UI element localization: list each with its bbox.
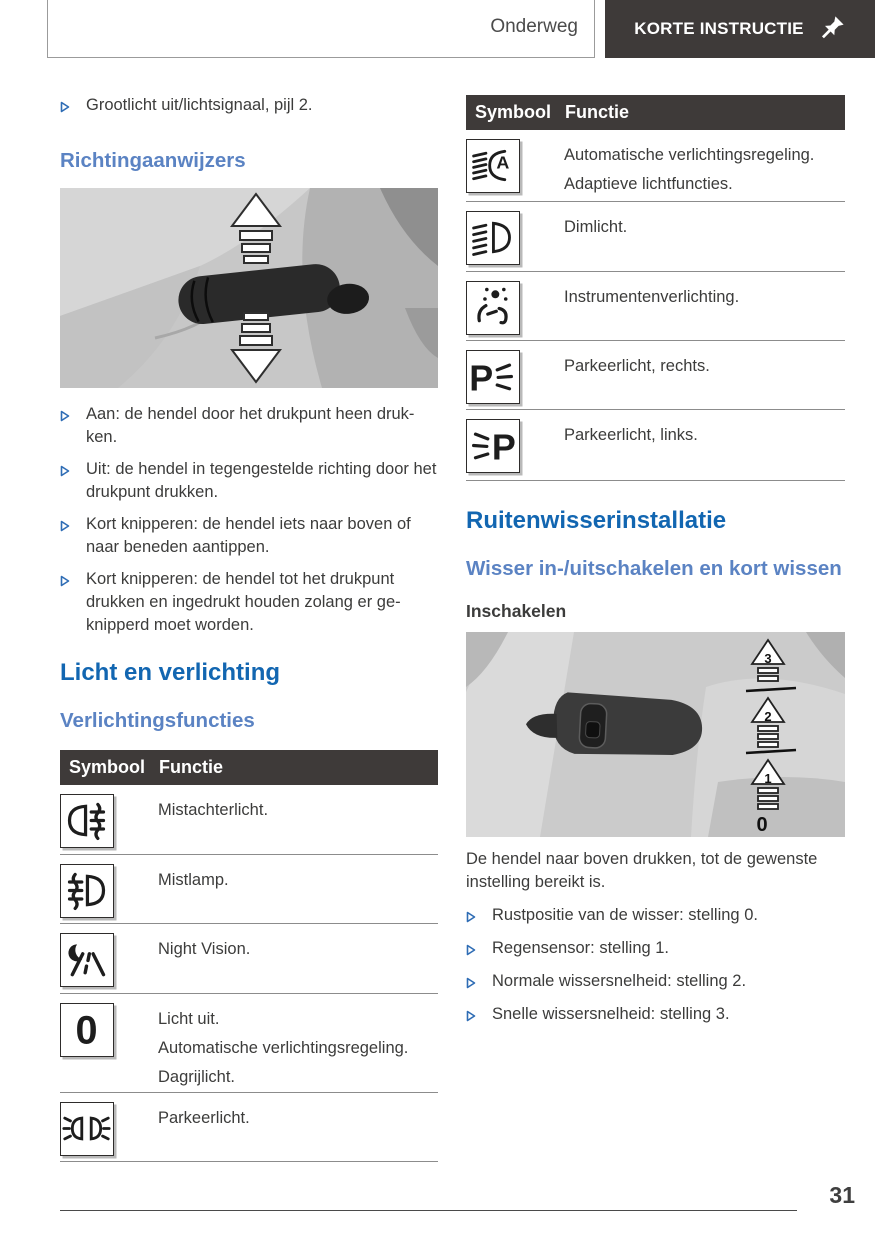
function-cell: Mistlamp. bbox=[158, 871, 229, 889]
symbol-box bbox=[60, 1003, 114, 1057]
footer-rule bbox=[60, 1210, 797, 1211]
triangle-bullet-icon bbox=[60, 458, 86, 504]
list-item: Kort knipperen: de hendel tot het drukpunt drukken en ingedrukt houden zolang er ge-knipperd moet worden. bbox=[60, 568, 438, 637]
wiper-position-1-label: 1 bbox=[764, 771, 772, 786]
triangle-bullet-icon bbox=[466, 1003, 492, 1027]
left-column bbox=[60, 88, 438, 1162]
symbol-cell bbox=[60, 1102, 158, 1161]
table-row bbox=[466, 130, 845, 202]
list-item: Kort knipperen: de hendel iets naar boven of naar beneden aantippen. bbox=[60, 513, 438, 559]
function-cell: Dimlicht. bbox=[564, 218, 628, 236]
richting-bullets bbox=[60, 403, 438, 637]
svg-text:P: P bbox=[491, 427, 516, 468]
wisser-paragraph: De hendel naar boven drukken, tot de gewenste instelling bereikt is. bbox=[466, 850, 818, 891]
function-cell: Parkeerlicht, rechts. bbox=[564, 357, 710, 375]
instrument-lighting-icon bbox=[467, 282, 518, 333]
section-title-richtingaanwijzers: Richtingaanwijzers bbox=[60, 149, 246, 172]
list-item: Regensensor: stelling 1. bbox=[466, 937, 845, 961]
symbol-box bbox=[466, 350, 520, 404]
svg-text:A: A bbox=[496, 152, 510, 173]
column-header-symbool: Symbool bbox=[69, 757, 146, 777]
function-cell: Automatische verlichtingsregeling. Adaptieve lichtfuncties. bbox=[564, 146, 815, 193]
symbol-box bbox=[466, 211, 520, 265]
function-cell: Night Vision. bbox=[158, 940, 251, 958]
symbol-cell bbox=[60, 1003, 158, 1092]
section-title-licht-en-verlichting: Licht en verlichting bbox=[60, 659, 281, 686]
svg-text:0: 0 bbox=[75, 1008, 98, 1053]
symbol-box bbox=[466, 281, 520, 335]
symbol-cell bbox=[60, 933, 158, 993]
turn-signal-stalk-illustration bbox=[60, 188, 438, 388]
symbol-cell bbox=[466, 139, 564, 201]
intro-bullet-text: Grootlicht uit/lichtsignaal, pijl 2. bbox=[86, 96, 313, 114]
list-item: Rustpositie van de wisser: stelling 0. bbox=[466, 904, 845, 928]
wiper-stalk-illustration bbox=[466, 632, 845, 837]
table-row bbox=[60, 1093, 438, 1162]
triangle-bullet-icon bbox=[466, 904, 492, 928]
triangle-bullet-icon bbox=[60, 513, 86, 559]
list-item: Snelle wissersnelheid: stelling 3. bbox=[466, 1003, 845, 1027]
symbol-cell bbox=[60, 794, 158, 854]
svg-text:P: P bbox=[469, 358, 494, 399]
symbol-box bbox=[60, 1102, 114, 1156]
column-header-functie: Functie bbox=[159, 757, 224, 777]
symbol-box bbox=[60, 864, 114, 918]
column-header-functie: Functie bbox=[565, 102, 630, 122]
function-cell: Instrumentenverlichting. bbox=[564, 288, 740, 306]
table-row bbox=[466, 202, 845, 272]
header-box bbox=[47, 0, 595, 58]
triangle-bullet-icon bbox=[60, 568, 86, 637]
wiper-position-0-label: 0 bbox=[756, 814, 768, 836]
subsection-title-wisser: Wisser in-/uitschakelen en kort wissen bbox=[466, 557, 842, 580]
parking-lights-icon bbox=[61, 1103, 112, 1154]
symbol-cell bbox=[466, 211, 564, 271]
table-row bbox=[60, 855, 438, 924]
triangle-bullet-icon bbox=[60, 403, 86, 449]
column-header-symbool: Symbool bbox=[475, 102, 552, 122]
function-cell: Licht uit. Automatische verlichtingsregeling. Dagrijlicht. bbox=[158, 1010, 409, 1086]
symbol-box bbox=[60, 933, 114, 987]
wisser-bullets bbox=[466, 904, 845, 1027]
triangle-bullet-icon bbox=[466, 937, 492, 961]
auto-headlights-icon bbox=[467, 140, 518, 191]
symbol-table-right bbox=[466, 95, 845, 481]
tab-label: KORTE INSTRUCTIE bbox=[634, 19, 804, 38]
parking-light-left-icon bbox=[467, 420, 518, 471]
symbol-box bbox=[466, 139, 520, 193]
table-header bbox=[60, 750, 438, 785]
table-row bbox=[60, 994, 438, 1093]
triangle-bullet-icon bbox=[60, 94, 86, 118]
night-vision-icon bbox=[61, 934, 112, 985]
front-fog-light-icon bbox=[61, 865, 112, 916]
wiper-position-2-label: 2 bbox=[764, 709, 772, 724]
table-header bbox=[466, 95, 845, 130]
symbol-cell bbox=[466, 419, 564, 480]
tab-korte-instructie[interactable] bbox=[605, 0, 875, 58]
pushpin-icon bbox=[820, 14, 846, 45]
wiper-position-3-label: 3 bbox=[764, 651, 772, 666]
symbol-cell bbox=[60, 864, 158, 923]
subsection-title-verlichtingsfuncties: Verlichtingsfuncties bbox=[60, 709, 255, 732]
symbol-cell bbox=[466, 281, 564, 340]
list-item: Normale wissersnelheid: stelling 2. bbox=[466, 970, 845, 994]
table-row bbox=[466, 410, 845, 481]
symbol-table-left bbox=[60, 750, 438, 1162]
triangle-bullet-icon bbox=[466, 970, 492, 994]
rear-fog-light-icon bbox=[61, 795, 112, 846]
table-row bbox=[60, 924, 438, 994]
table-row bbox=[60, 785, 438, 855]
breadcrumb: Onderweg bbox=[490, 16, 578, 37]
symbol-box bbox=[466, 419, 520, 473]
lights-off-icon bbox=[61, 1004, 112, 1055]
right-column bbox=[466, 88, 845, 1036]
low-beam-icon bbox=[467, 212, 518, 263]
function-cell: Parkeerlicht, links. bbox=[564, 426, 698, 444]
symbol-box bbox=[60, 794, 114, 848]
list-item: Aan: de hendel door het drukpunt heen druk-ken. bbox=[60, 403, 438, 449]
list-item: Uit: de hendel in tegengestelde richting door het drukpunt drukken. bbox=[60, 458, 438, 504]
parking-light-right-icon bbox=[467, 351, 518, 402]
page-number: 31 bbox=[829, 1182, 855, 1208]
list-item bbox=[60, 94, 438, 118]
function-cell: Parkeerlicht. bbox=[158, 1109, 250, 1127]
symbol-cell bbox=[466, 350, 564, 409]
subheading-inschakelen: Inschakelen bbox=[466, 601, 567, 621]
section-title-ruitenwisserinstallatie: Ruitenwisserinstallatie bbox=[466, 507, 727, 534]
function-cell: Mistachterlicht. bbox=[158, 801, 269, 819]
table-row bbox=[466, 272, 845, 341]
table-row bbox=[466, 341, 845, 410]
